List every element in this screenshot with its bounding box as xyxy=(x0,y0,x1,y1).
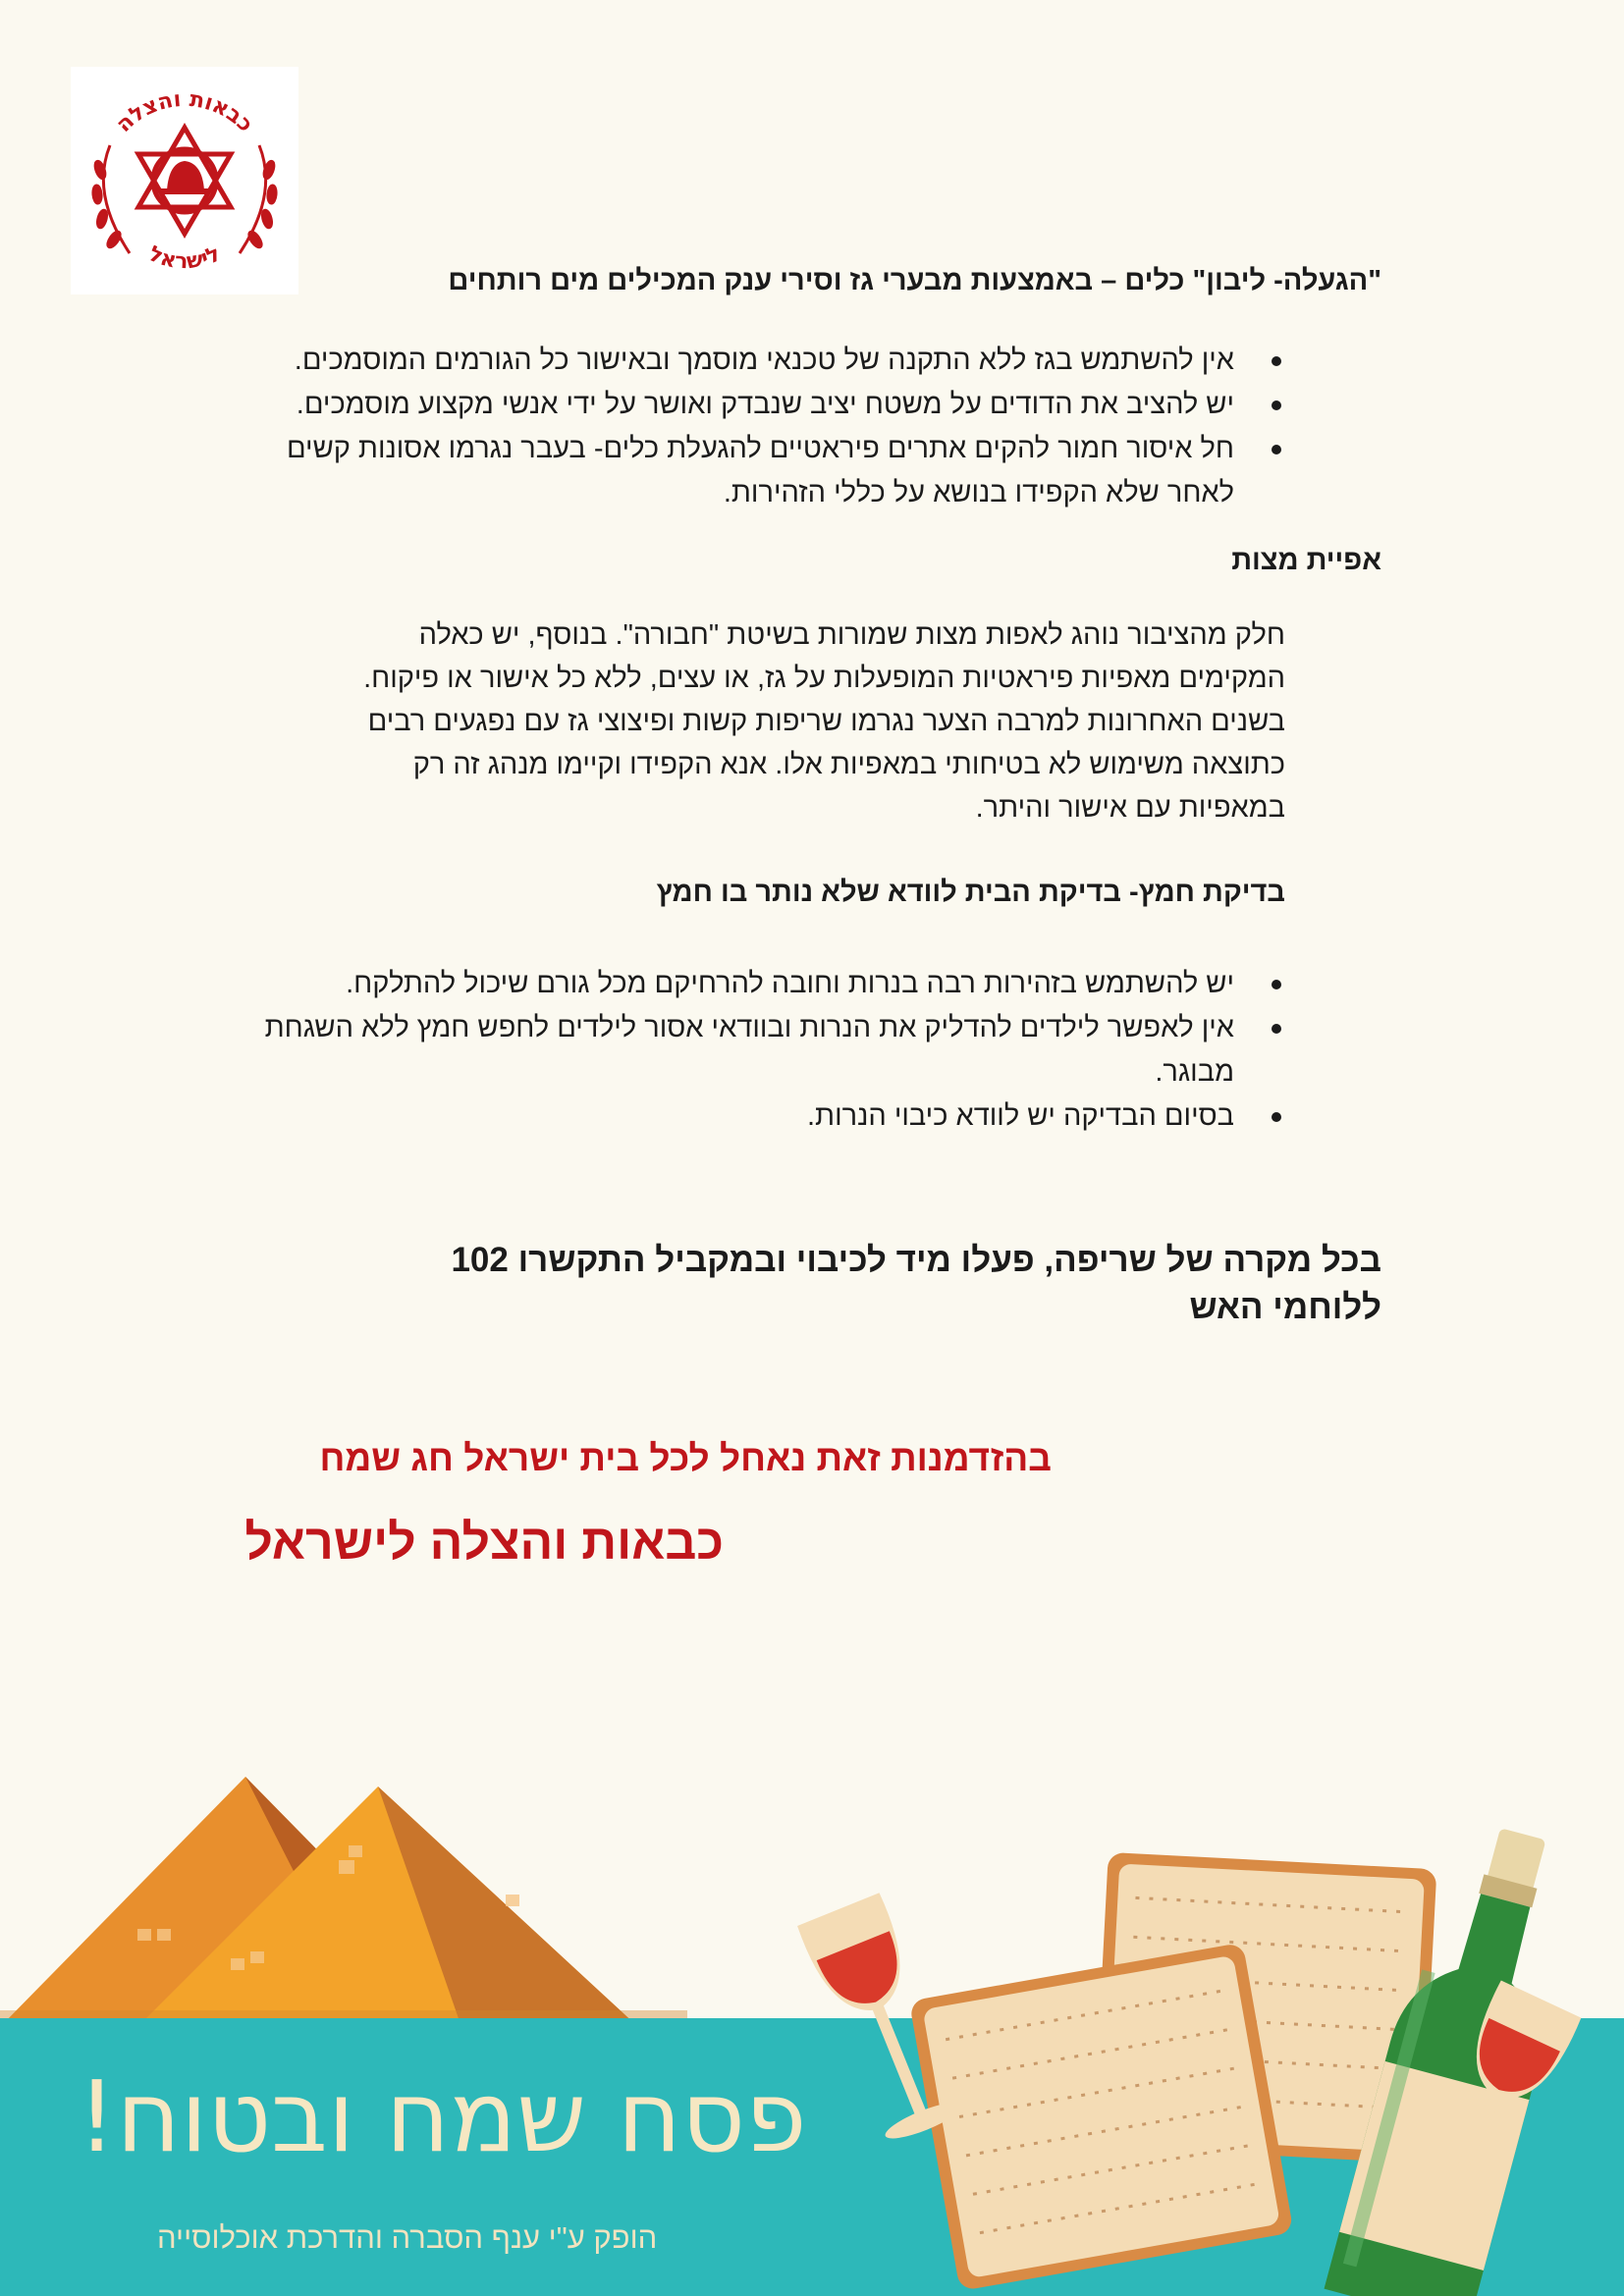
credit-line: הופק ע"י ענף הסברה והדרכת אוכלוסייה xyxy=(157,2220,658,2255)
matzah-baking-paragraph xyxy=(313,614,1285,829)
paragraph-line: חלק מהציבור נוהג לאפות מצות שמורות בשיטת "חבורה". בנוסף, יש כאלה xyxy=(418,619,1285,651)
chametz-bullet-list xyxy=(195,962,1285,1139)
svg-text:לישראל xyxy=(145,241,225,274)
logo xyxy=(71,67,298,294)
list-item: יש להציב את הדודים על משטח יציב שנבדק ואושר על ידי אנשי מקצוע מוסמכים. xyxy=(254,383,1285,427)
firefighter-helmet-star-icon xyxy=(71,67,298,294)
passover-illustration xyxy=(0,1747,1624,2296)
matzah-icon xyxy=(909,1943,1294,2291)
emergency-notice: בכל מקרה של שריפה, פעלו מיד לכיבוי ובמקביל התקשרו 102 ללוחמי האש xyxy=(451,1241,1381,1326)
section-title-matzah-baking: אפיית מצות xyxy=(1231,545,1381,576)
kashering-bullet-list xyxy=(254,339,1285,515)
paragraph-line: המקימים מאפיות פיראטיות המופעלות על גז, או עצים, ללא כל אישור או פיקוח. xyxy=(363,663,1285,694)
list-item: אין לאפשר לילדים להדליק את הנרות ובוודאי אסור לילדים לחפש חמץ ללא השגחת מבוגר. xyxy=(195,1006,1285,1095)
logo-bottom-text: לישראל xyxy=(144,241,225,275)
section-title-chametz-search: בדיקת חמץ- בדיקת הבית לוודא שלא נותר בו חמץ xyxy=(656,877,1285,908)
list-item: אין להשתמש בגז ללא התקנה של טכנאי מוסמך ובאישור כל הגורמים המוסמכים. xyxy=(254,339,1285,383)
list-item: חל איסור חמור להקים אתרים פיראטיים להגעלת כלים- בעבר נגרמו אסונות קשים לאחר שלא הקפידו בנושא על כללי הזהירות. xyxy=(254,427,1285,515)
banner-title: פסח שמח ובטוח! xyxy=(77,2059,807,2174)
list-item: יש להשתמש בזהירות רבה בנרות וחובה להרחיקם מכל גורם שיכול להתלקח. xyxy=(195,962,1285,1006)
logo-top-text: כבאות והצלה xyxy=(111,86,258,137)
section-title-kashering: "הגעלה- ליבון" כלים – באמצעות מבערי גז וסירי ענק המכילים מים רותחים xyxy=(448,265,1381,296)
paragraph-line: כתוצאה משימוש לא בטיחותי במאפיות אלו. אנא הקפידו וקיימו מנהג זה רק xyxy=(412,749,1285,780)
holiday-greeting: בהזדמנות זאת נאחל לכל בית ישראל חג שמח xyxy=(319,1438,1052,1478)
paragraph-line: בשנים האחרונות למרבה הצער נגרמו שריפות קשות ופיצוצי גז עם נפגעים רבים xyxy=(367,706,1285,737)
pyramids-illustration xyxy=(0,1777,687,2028)
paragraph-line: במאפיות עם אישור והיתר. xyxy=(975,792,1285,824)
organization-name: כבאות והצלה לישראל xyxy=(244,1515,724,1570)
list-item: בסיום הבדיקה יש לוודא כיבוי הנרות. xyxy=(195,1095,1285,1139)
